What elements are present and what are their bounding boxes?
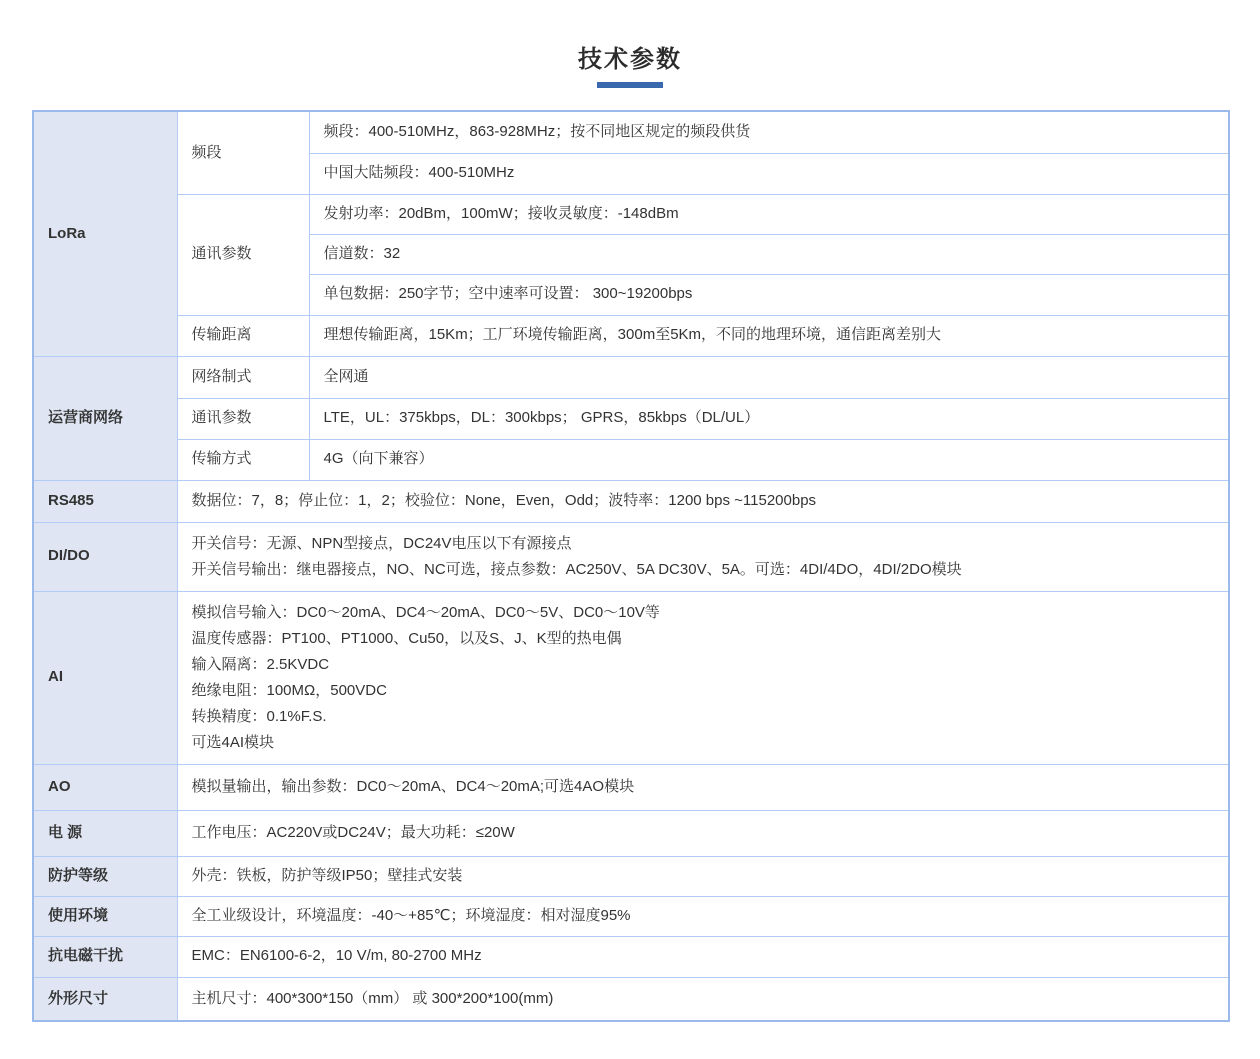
table-row <box>33 194 1229 234</box>
category-cell-power: 电 源 <box>33 810 177 856</box>
title-underline <box>597 82 663 88</box>
subcategory-cell: 网络制式 <box>177 356 309 398</box>
table-row <box>33 111 1229 153</box>
category-cell-dimensions: 外形尺寸 <box>33 977 177 1021</box>
table-row <box>33 977 1229 1021</box>
category-cell-environment: 使用环境 <box>33 896 177 936</box>
category-cell-cellular: 运营商网络 <box>33 356 177 480</box>
category-cell-ao: AO <box>33 764 177 810</box>
category-cell-rs485: RS485 <box>33 480 177 522</box>
category-cell-ai: AI <box>33 591 177 764</box>
category-cell-dido: DI/DO <box>33 522 177 591</box>
value-cell: 模拟量输出，输出参数：DC0～20mA、DC4～20mA;可选4AO模块 <box>177 764 1229 810</box>
subcategory-cell: 频段 <box>177 111 309 194</box>
value-cell: 全工业级设计，环境温度：-40～+85℃；环境湿度：相对湿度95% <box>177 896 1229 936</box>
table-row <box>33 315 1229 356</box>
table-row <box>33 356 1229 398</box>
table-row <box>33 764 1229 810</box>
table-row <box>33 936 1229 977</box>
value-cell: 中国大陆频段：400-510MHz <box>309 153 1229 194</box>
value-line: 开关信号输出：继电器接点，NO、NC可选，接点参数：AC250V、5A DC30V、5A。可选：4DI/4DO，4DI/2DO模块 <box>191 560 962 578</box>
value-cell <box>177 522 1229 591</box>
table-row <box>33 439 1229 480</box>
page-title: 技术参数 <box>578 46 682 73</box>
table-row <box>33 856 1229 896</box>
subcategory-cell: 传输距离 <box>177 315 309 356</box>
value-line: 开关信号：无源、NPN型接点，DC24V电压以下有源接点 <box>191 534 572 552</box>
spec-table-body <box>33 111 1229 1021</box>
subcategory-cell: 通讯参数 <box>177 398 309 439</box>
category-cell-protection: 防护等级 <box>33 856 177 896</box>
value-cell: 频段：400-510MHz，863-928MHz；按不同地区规定的频段供货 <box>309 111 1229 153</box>
subcategory-cell: 传输方式 <box>177 439 309 480</box>
value-line: 可选4AI模块 <box>191 733 275 751</box>
value-cell <box>177 591 1229 764</box>
value-cell: 数据位：7，8；停止位：1，2；校验位：None，Even，Odd；波特率：1200 bps ~115200bps <box>177 480 1229 522</box>
title-block <box>0 0 1260 88</box>
table-row <box>33 896 1229 936</box>
value-cell: 理想传输距离，15Km；工厂环境传输距离，300m至5Km，不同的地理环境，通信距离差别大 <box>309 315 1229 356</box>
category-cell-lora: LoRa <box>33 111 177 356</box>
value-line: 模拟信号输入：DC0～20mA、DC4～20mA、DC0～5V、DC0～10V等 <box>191 603 660 621</box>
value-cell: EMC：EN6100-6-2，10 V/m, 80-2700 MHz <box>177 936 1229 977</box>
table-row <box>33 810 1229 856</box>
table-row <box>33 591 1229 764</box>
value-cell: 信道数：32 <box>309 234 1229 274</box>
value-line: 转换精度：0.1%F.S. <box>191 707 327 725</box>
value-cell: 工作电压：AC220V或DC24V；最大功耗：≤20W <box>177 810 1229 856</box>
value-line: 输入隔离：2.5KVDC <box>191 655 330 673</box>
value-cell: 4G（向下兼容） <box>309 439 1229 480</box>
value-cell: LTE，UL：375kbps，DL：300kbps； GPRS，85kbps（DL/UL） <box>309 398 1229 439</box>
value-cell: 单包数据：250字节；空中速率可设置： 300~19200bps <box>309 274 1229 315</box>
table-row <box>33 522 1229 591</box>
table-row <box>33 398 1229 439</box>
value-line: 温度传感器：PT100、PT1000、Cu50，以及S、J、K型的热电偶 <box>191 629 622 647</box>
spec-table <box>32 110 1230 1022</box>
value-cell: 主机尺寸：400*300*150（mm） 或 300*200*100(mm) <box>177 977 1229 1021</box>
value-cell: 全网通 <box>309 356 1229 398</box>
subcategory-cell: 通讯参数 <box>177 194 309 315</box>
value-cell: 外壳：铁板，防护等级IP50；壁挂式安装 <box>177 856 1229 896</box>
table-row <box>33 480 1229 522</box>
value-cell: 发射功率：20dBm，100mW；接收灵敏度：-148dBm <box>309 194 1229 234</box>
category-cell-emc: 抗电磁干扰 <box>33 936 177 977</box>
value-line: 绝缘电阻：100MΩ，500VDC <box>191 681 387 699</box>
